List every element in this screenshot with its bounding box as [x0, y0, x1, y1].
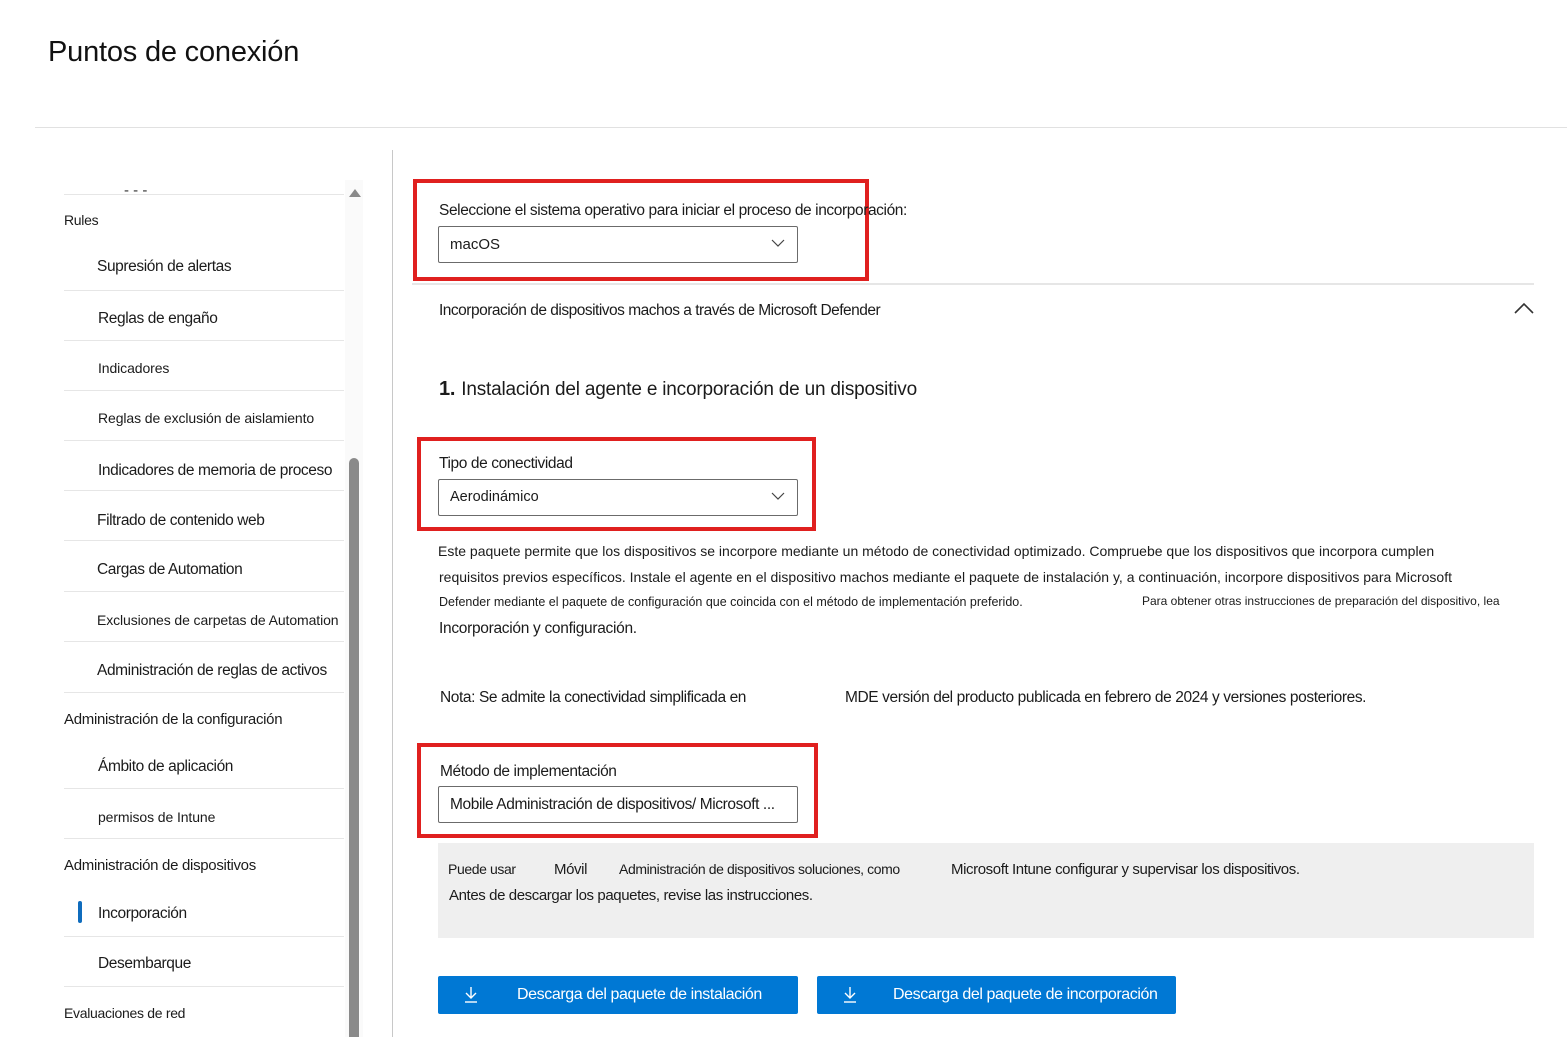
sidebar-section-configuration-management: Administración de la configuración: [64, 711, 283, 728]
download-install-package-button[interactable]: [438, 976, 798, 1014]
description-line-3: Defender mediante el paquete de configuración que coincida con el método de implementación preferido.: [439, 595, 1023, 609]
connectivity-dropdown-value: Aerodinámico: [450, 489, 539, 505]
sidebar-item-label: Indicadores de memoria de proceso: [98, 462, 333, 479]
download-icon: [464, 986, 478, 1004]
sidebar-item-label: Supresión de alertas: [97, 258, 232, 275]
main-content: [393, 150, 1567, 1037]
header-divider: [35, 127, 1567, 128]
chevron-down-icon: [771, 236, 785, 250]
sidebar-item-truncated[interactable]: ‐ ‐ ‐: [64, 164, 344, 195]
sidebar-item-intune-permissions[interactable]: [64, 789, 344, 839]
description-line-3-extra: Para obtener otras instrucciones de preparación del dispositivo, lea: [1142, 594, 1500, 608]
note-part-1: Nota: Se admite la conectividad simplificada en: [440, 689, 747, 706]
sidebar-item-deception-rules[interactable]: [64, 291, 344, 341]
info-text-part-4: Microsoft Intune configurar y supervisar los dispositivos.: [951, 861, 1300, 878]
sidebar-item-asset-rule-management[interactable]: [64, 643, 344, 693]
sidebar-item-label: Reglas de exclusión de aislamiento: [98, 410, 315, 426]
sidebar-item-label: Cargas de Automation: [97, 561, 243, 578]
sidebar-section-rules: Rules: [64, 212, 99, 228]
description-line-2: requisitos previos específicos. Instale el agente en el dispositivo machos mediante el paquete de instalación y, a continuación, incorpore dispositivos para Microsoft: [439, 569, 1452, 585]
sidebar-item-label: permisos de Intune: [98, 809, 216, 825]
onboarding-config-link[interactable]: Incorporación y configuración.: [439, 620, 637, 637]
sidebar-item-alert-suppression[interactable]: [64, 241, 344, 291]
sidebar-item-process-memory-indicators[interactable]: [64, 441, 344, 491]
sidebar-item-isolation-exclusion-rules[interactable]: [64, 391, 344, 441]
description-line-1: Este paquete permite que los dispositivos se incorpore mediante un método de conectividad optimizado. Compruebe que los dispositivos que incorpora cumplen: [438, 543, 1435, 559]
sidebar-nav: [0, 150, 392, 1037]
note-part-2: MDE versión del producto publicada en febrero de 2024 y versiones posteriores.: [845, 689, 1367, 706]
download-install-package-label: Descarga del paquete de instalación: [517, 986, 762, 1003]
sidebar-scrollbar-thumb[interactable]: [349, 458, 359, 1037]
sidebar-item-web-content-filtering[interactable]: [64, 491, 344, 541]
connectivity-label: Tipo de conectividad: [439, 455, 573, 472]
scroll-up-arrow-icon[interactable]: [349, 189, 361, 197]
step-title: Instalación del agente e incorporación de un dispositivo: [461, 379, 917, 400]
sidebar-item-label: Desembarque: [98, 955, 191, 972]
sidebar-item-label: Reglas de engaño: [98, 310, 218, 327]
sidebar-section-network-assessments[interactable]: Evaluaciones de red: [64, 1005, 186, 1021]
sidebar-item-indicators[interactable]: [64, 341, 344, 391]
step-number: 1.: [439, 378, 456, 400]
download-onboarding-package-label: Descarga del paquete de incorporación: [893, 986, 1158, 1003]
section-divider: [412, 283, 1534, 285]
accordion-title[interactable]: Incorporación de dispositivos machos a través de Microsoft Defender: [439, 302, 881, 319]
sidebar-item-label: Indicadores: [98, 360, 170, 376]
chevron-up-icon[interactable]: [1513, 300, 1535, 316]
connectivity-dropdown[interactable]: [438, 479, 798, 516]
sidebar-item-offboarding[interactable]: [64, 937, 344, 987]
sidebar-item-label: Filtrado de contenido web: [97, 512, 265, 529]
deployment-dropdown[interactable]: [438, 786, 798, 823]
sidebar-section-device-management: Administración de dispositivos: [64, 857, 256, 874]
download-icon: [843, 986, 857, 1004]
info-text-line-2: Antes de descargar los paquetes, revise las instrucciones.: [449, 887, 813, 904]
info-panel: [438, 843, 1534, 938]
info-text-part-2: Móvil: [554, 861, 588, 878]
deployment-label: Método de implementación: [440, 763, 617, 780]
active-indicator: [78, 901, 82, 923]
sidebar-item-label: Exclusiones de carpetas de Automation: [97, 612, 339, 628]
sidebar-item-label: Incorporación: [98, 905, 187, 922]
sidebar-item-automation-uploads[interactable]: [64, 542, 344, 592]
os-select-label: Seleccione el sistema operativo para iniciar el proceso de incorporación:: [439, 202, 907, 219]
sidebar-item-label: Ámbito de aplicación: [98, 758, 234, 775]
sidebar-item-label: Administración de reglas de activos: [97, 662, 327, 679]
sidebar-item-onboarding[interactable]: [64, 887, 344, 937]
chevron-down-icon: [771, 489, 785, 503]
sidebar-item-enforcement-scope[interactable]: [64, 739, 344, 789]
os-dropdown[interactable]: [438, 226, 798, 263]
info-text-part-3: Administración de dispositivos soluciones, como: [619, 861, 900, 877]
sidebar-item-automation-folder-exclusions[interactable]: [64, 592, 344, 642]
os-dropdown-value: macOS: [450, 236, 501, 253]
deployment-dropdown-value: Mobile Administración de dispositivos/ Microsoft ...: [450, 796, 775, 813]
step-heading: [439, 378, 917, 401]
page-title: Puntos de conexión: [48, 36, 300, 68]
download-onboarding-package-button[interactable]: [817, 976, 1176, 1014]
info-text-part-1: Puede usar: [448, 861, 516, 877]
